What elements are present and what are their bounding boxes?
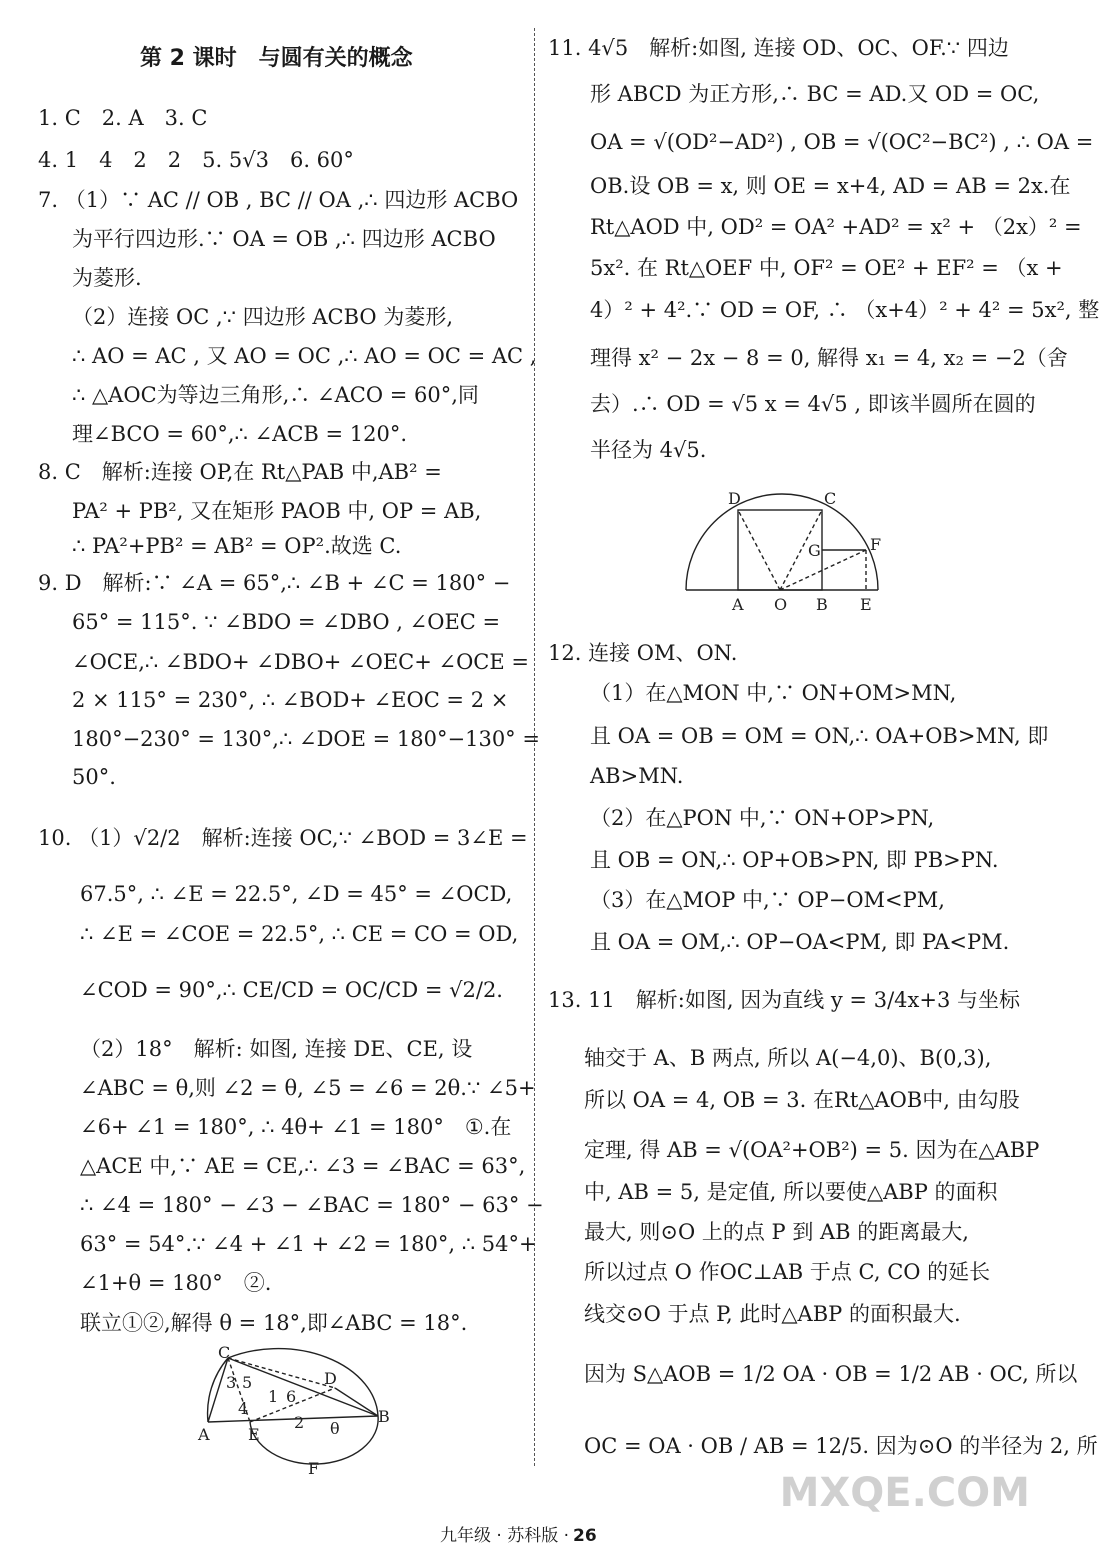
answer-line: PA² + PB², 又在矩形 PAOB 中, OP = AB, — [72, 499, 482, 523]
page-title: 第 2 课时 与圆有关的概念 — [140, 46, 413, 71]
answer-line: 且 OB = ON,∴ OP+OB>PN, 即 PB>PN. — [590, 848, 999, 872]
figure-label: F — [308, 1459, 320, 1478]
answer-line: （2）连接 OC ,∵ 四边形 ACBO 为菱形, — [72, 305, 454, 329]
answer-line: 且 OA = OM,∴ OP−OA<PM, 即 PA<PM. — [590, 930, 1010, 954]
answer-line: 半径为 4√5. — [590, 438, 707, 462]
answer-line: 理∠BCO = 60°,∴ ∠ACB = 120°. — [72, 422, 408, 446]
answer-line: ∠COD = 90°,∴ CE/CD = OC/CD = √2/2. — [80, 978, 503, 1002]
page-number: 26 — [573, 1526, 597, 1546]
answer-line: 且 OA = OB = OM = ON,∴ OA+OB>MN, 即 — [590, 724, 1049, 748]
answer-line: ∠1+θ = 180° ②. — [80, 1271, 272, 1295]
answer-line: 线交⊙O 于点 P, 此时△ABP 的面积最大. — [584, 1302, 961, 1326]
answer-line: 7. （1）∵ AC // OB , BC // OA ,∴ 四边形 ACBO — [38, 188, 519, 212]
answer-line: 4）² + 4².∵ OD = OF, ∴ （x+4）² + 4² = 5x², 整 — [590, 298, 1099, 322]
watermark-logo: MXQE.COM — [779, 1470, 1030, 1516]
answer-line: 50°. — [72, 765, 116, 789]
answer-line: 形 ABCD 为正方形,∴ BC = AD.又 OD = OC, — [590, 82, 1040, 106]
answer-line: 联立①②,解得 θ = 18°,即∠ABC = 18°. — [80, 1311, 468, 1335]
figure-label: E — [860, 595, 872, 614]
footer-grade: 九年级 · 苏科版 · — [440, 1526, 570, 1546]
answer-line: OA = √(OD²−AD²) , OB = √(OC²−BC²) , ∴ OA = — [590, 130, 1094, 154]
figure-label: G — [808, 541, 821, 560]
answer-line: 中, AB = 5, 是定值, 所以要使△ABP 的面积 — [584, 1180, 998, 1204]
answer-line: OB.设 OB = x, 则 OE = x+4, AD = AB = 2x.在 — [590, 174, 1071, 198]
figure-label: A — [732, 595, 744, 614]
answer-line: 4. 1 4 2 2 5. 5√3 6. 60° — [38, 148, 354, 172]
figure-label: B — [378, 1407, 390, 1426]
answer-line: 2 × 115° = 230°, ∴ ∠BOD+ ∠EOC = 2 × — [72, 688, 509, 712]
figure-label: 1 — [268, 1387, 279, 1406]
answer-line: ∴ ∠4 = 180° − ∠3 − ∠BAC = 180° − 63° − — [80, 1193, 544, 1217]
answer-line: ∴ PA²+PB² = AB² = OP².故选 C. — [72, 534, 402, 558]
answer-line: 180°−230° = 130°,∴ ∠DOE = 180°−130° = — [72, 727, 540, 751]
answer-line: 1. C 2. A 3. C — [38, 106, 208, 130]
answer-line: 10. （1）√2/2 解析:连接 OC,∵ ∠BOD = 3∠E = — [38, 826, 528, 850]
answer-line: ∠OCE,∴ ∠BDO+ ∠DBO+ ∠OEC+ ∠OCE = — [72, 650, 529, 674]
answer-line: 67.5°, ∴ ∠E = 22.5°, ∠D = 45° = ∠OCD, — [80, 882, 513, 906]
figure-label: 5 — [242, 1373, 253, 1392]
geometry-figure-q10 — [190, 1344, 410, 1479]
answer-line: 因为 S△AOB = 1/2 OA · OB = 1/2 AB · OC, 所以 — [584, 1362, 1078, 1386]
answer-line: 轴交于 A、B 两点, 所以 A(−4,0)、B(0,3), — [584, 1046, 992, 1070]
figure-label: O — [774, 595, 788, 614]
figure-label: D — [728, 489, 741, 508]
answer-line: 为菱形. — [72, 266, 142, 290]
answer-line: 8. C 解析:连接 OP,在 Rt△PAB 中,AB² = — [38, 460, 442, 484]
figure-label: D — [324, 1369, 337, 1388]
figure-label: F — [870, 535, 882, 554]
answer-line: 5x². 在 Rt△OEF 中, OF² = OE² + EF² = （x + — [590, 256, 1063, 280]
answer-line: 所以 OA = 4, OB = 3. 在Rt△AOB中, 由勾股 — [584, 1088, 1020, 1112]
answer-line: ∴ AO = AC , 又 AO = OC ,∴ AO = OC = AC , — [72, 344, 537, 368]
answer-line: OC = OA · OB / AB = 12/5. 因为⊙O 的半径为 2, 所 — [584, 1434, 1098, 1458]
figure-label: 4 — [238, 1399, 249, 1418]
figure-label: B — [816, 595, 828, 614]
answer-line: 65° = 115°. ∵ ∠BDO = ∠DBO , ∠OEC = — [72, 610, 501, 634]
figure-label: 6 — [286, 1387, 297, 1406]
answer-line: 63° = 54°.∵ ∠4 + ∠1 + ∠2 = 180°, ∴ 54°+ — [80, 1232, 537, 1256]
answer-line: ∴ △AOC为等边三角形,∴ ∠ACO = 60°,同 — [72, 383, 479, 407]
figure-label: θ — [330, 1419, 340, 1438]
figure-label: 2 — [294, 1413, 305, 1432]
answer-line: 9. D 解析:∵ ∠A = 65°,∴ ∠B + ∠C = 180° − — [38, 571, 511, 595]
answer-line: ∴ ∠E = ∠COE = 22.5°, ∴ CE = CO = OD, — [80, 922, 519, 946]
answer-line: 12. 连接 OM、ON. — [548, 641, 738, 665]
answer-line: Rt△AOD 中, OD² = OA² +AD² = x² + （2x）² = — [590, 215, 1082, 239]
figure-label: C — [824, 489, 837, 508]
answer-line: 定理, 得 AB = √(OA²+OB²) = 5. 因为在△ABP — [584, 1138, 1040, 1162]
geometry-figure-q11 — [672, 486, 892, 616]
figure-label: 3 — [226, 1373, 237, 1392]
answer-line: △ACE 中,∵ AE = CE,∴ ∠3 = ∠BAC = 63°, — [80, 1154, 526, 1178]
answer-line: AB>MN. — [590, 764, 684, 788]
answer-line: 所以过点 O 作OC⊥AB 于点 C, CO 的延长 — [584, 1260, 991, 1284]
page-footer — [440, 1521, 597, 1546]
answer-line: 13. 11 解析:如图, 因为直线 y = 3/4x+3 与坐标 — [548, 988, 1020, 1012]
answer-line: ∠6+ ∠1 = 180°, ∴ 4θ+ ∠1 = 180° ①.在 — [80, 1115, 512, 1139]
figure-label: E — [248, 1425, 260, 1444]
figure-label: A — [198, 1425, 210, 1444]
answer-line: 为平行四边形.∵ OA = OB ,∴ 四边形 ACBO — [72, 227, 496, 251]
answer-line: （1）在△MON 中,∵ ON+OM>MN, — [590, 681, 957, 705]
answer-line: ∠ABC = θ,则 ∠2 = θ, ∠5 = ∠6 = 2θ.∵ ∠5+ — [80, 1076, 536, 1100]
answer-line: 最大, 则⊙O 上的点 P 到 AB 的距离最大, — [584, 1220, 969, 1244]
answer-line: （2）在△PON 中,∵ ON+OP>PN, — [590, 806, 935, 830]
answer-line: （2）18° 解析: 如图, 连接 DE、CE, 设 — [80, 1037, 473, 1061]
answer-line: （3）在△MOP 中,∵ OP−OM<PM, — [590, 888, 945, 912]
answer-line: 11. 4√5 解析:如图, 连接 OD、OC、OF.∵ 四边 — [548, 36, 1009, 60]
answer-line: 理得 x² − 2x − 8 = 0, 解得 x₁ = 4, x₂ = −2（舍 — [590, 346, 1068, 370]
answer-line: 去）.∴ OD = √5 x = 4√5 , 即该半圆所在圆的 — [590, 392, 1036, 416]
figure-label: C — [218, 1343, 231, 1362]
